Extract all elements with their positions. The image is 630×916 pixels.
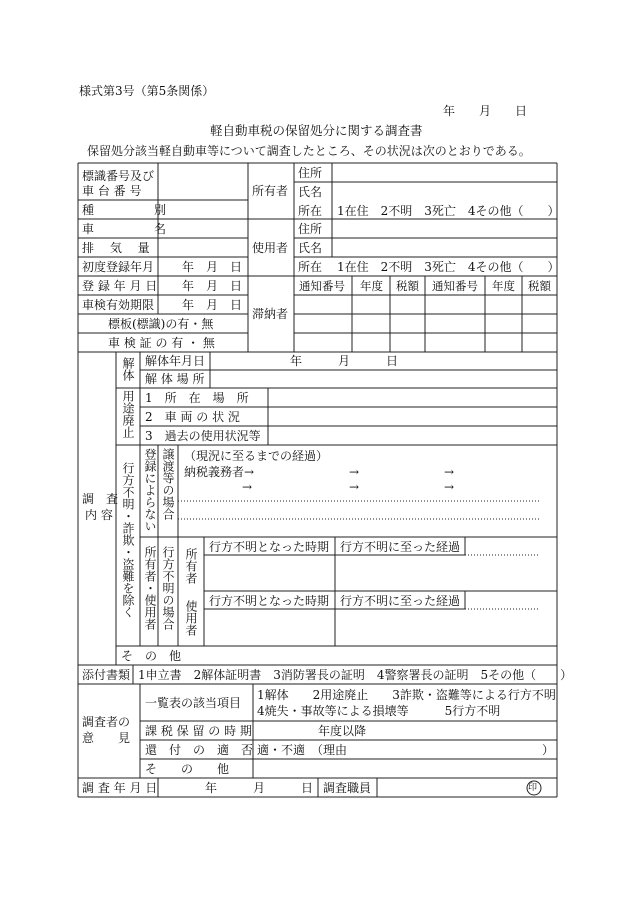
applicable-line2: 4焼失・事故等による損壊等 5行方不明 (257, 704, 501, 718)
unregistered-label: 登録によらない (143, 448, 157, 532)
refund-label: 還 付 の 適 否 (145, 743, 254, 757)
plate-status: 標板(標識)の有・無 (108, 317, 214, 331)
owner-missing-how: 行方不明に至った経過 (340, 540, 461, 554)
attachments-label: 添付書類 (82, 668, 131, 682)
owner-whereabouts-label: 所在 (298, 204, 323, 218)
arrow-1: → (349, 465, 360, 479)
cert-status: 車 検 証 の 有 ・ 無 (108, 336, 215, 350)
page-title: 軽自動車税の保留処分に関する調査書 (210, 123, 423, 138)
transfer-label: 譲渡等の場合 (161, 448, 175, 520)
arrow-2: → (444, 465, 455, 479)
delinquent-notice-col1: 通知番号 (299, 279, 345, 293)
missing-case-label: 行方不明の場合 (161, 546, 175, 630)
reg-date-label: 登 録 年 月 日 (82, 279, 158, 293)
owner-label: 所有者 (252, 184, 289, 198)
missing-owner-label: 所有者 (184, 548, 198, 584)
arrow-5: → (444, 480, 455, 494)
user-address-label: 住所 (298, 222, 323, 236)
abolish-item-2: 2 車 両 の 状 況 (145, 410, 240, 424)
dismantle-place-label: 解 体 場 所 (145, 372, 205, 386)
refund-value: 適・不適 （理由 (257, 743, 348, 757)
owner-whereabouts-options: 1在住 2不明 3死亡 4その他（ ） (337, 204, 560, 218)
survey-label-line2: 内 容 (85, 508, 113, 522)
intro-text: 保留処分該当軽自動車等について調査したところ、その状況は次のとおりである。 (87, 144, 531, 158)
applicable-line1: 1解体 2用途廃止 3詐欺・盗難等による行方不明 (257, 688, 556, 702)
circumstances-label: （現況に至るまでの経過） (184, 449, 329, 463)
abolish-label: 用途廃止 (121, 390, 135, 438)
seal-mark: 印 (528, 783, 538, 793)
user-whereabouts-options: 1在住 2不明 3死亡 4その他（ ） (337, 260, 560, 274)
delinquent-year-col2: 年度 (492, 279, 515, 293)
attachments-items: 1申立書 2解体証明書 3消防署長の証明 4警察署長の証明 5その他（ ） (138, 668, 573, 682)
arrow-4: → (349, 480, 360, 494)
footer-date-label: 調 査 年 月 日 (82, 781, 158, 795)
dismantle-label: 解体 (121, 357, 135, 381)
survey-label-line1: 調 査 (82, 492, 119, 506)
displacement-label: 排 気 量 (82, 241, 150, 255)
user-missing-how: 行方不明に至った経過 (340, 594, 461, 608)
delinquent-year-col1: 年度 (360, 279, 383, 293)
period-label: 課 税 保 留 の 時 期 (145, 724, 252, 738)
footer-date-value: 年 月 日 (205, 781, 314, 795)
arrow-3: → (242, 480, 253, 494)
first-reg-date: 年 月 日 (182, 260, 243, 274)
dismantle-date-value: 年 月 日 (290, 354, 399, 368)
period-value: 年度以降 (318, 724, 367, 738)
owner-address-label: 住所 (298, 166, 323, 180)
refund-close: ） (542, 743, 555, 757)
owner-missing-when: 行方不明となった時期 (209, 540, 330, 554)
user-name-label: 氏名 (298, 241, 323, 255)
applicable-label: 一覧表の該当項目 (145, 696, 242, 710)
owner-name-label: 氏名 (298, 185, 323, 199)
delinquent-label: 滞納者 (252, 307, 289, 321)
inspection-value: 年 月 日 (182, 298, 243, 312)
form-number: 様式第3号（第5条関係） (79, 84, 215, 98)
delinquent-tax-col1: 税額 (396, 279, 419, 293)
inspection-label: 車検有効期限 (82, 298, 155, 312)
plate-label-line2: 車 台 番 号 (82, 184, 142, 198)
car-name-label: 車 名 (82, 222, 167, 236)
user-whereabouts-label: 所在 (298, 260, 323, 274)
opinion-label-line2: 意 見 (82, 731, 131, 745)
opinion-other-label: そ の 他 (145, 762, 230, 776)
missing-user-label: 使用者 (184, 600, 198, 636)
payer-label: 納税義務者→ (184, 465, 255, 479)
delinquent-tax-col2: 税額 (528, 279, 551, 293)
user-label: 使用者 (252, 241, 289, 255)
reg-date-value: 年 月 日 (182, 279, 243, 293)
abolish-item-1: 1 所 在 場 所 (145, 391, 249, 405)
missing-label: 行方不明・詐欺・盗難を除く (121, 462, 135, 618)
dismantle-date-label: 解体年月日 (145, 354, 206, 368)
owner-user-label: 所有者・使用者 (143, 546, 157, 630)
opinion-label-line1: 調査者の (82, 715, 131, 729)
plate-label-line1: 標識番号及び (82, 169, 155, 183)
abolish-item-3: 3 過去の使用状況等 (145, 429, 261, 443)
date-line: 年 月 日 (443, 104, 528, 118)
first-reg-label: 初度登録年月 (82, 260, 155, 274)
delinquent-notice-col2: 通知番号 (432, 279, 478, 293)
type-label: 種 別 (82, 203, 167, 217)
survey-other-label: そ の 他 (121, 649, 182, 663)
user-missing-when: 行方不明となった時期 (209, 594, 330, 608)
footer-staff-label: 調査職員 (323, 781, 372, 795)
